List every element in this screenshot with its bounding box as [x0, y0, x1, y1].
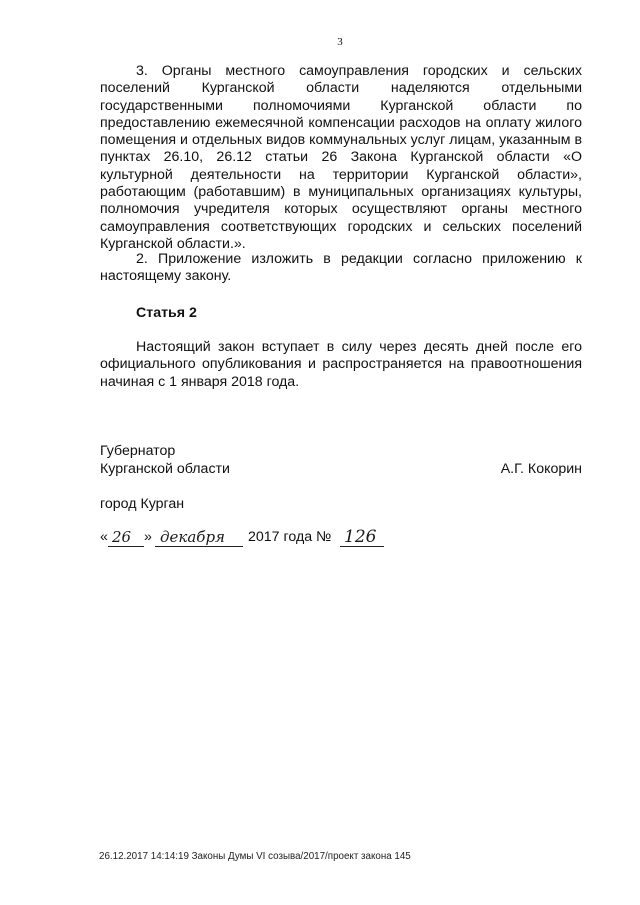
paragraph-clause-3: 3. Органы местного самоуправления городских и сельских поселений Курганской области наделяются отдельными государственными полномочиями Курганской области по предоставлению ежемесячной компенсации расходов на оплату жилого помещения и отдельных видов коммунальных услуг лицам, указанным в пунктах 26.10, 26.12 статьи 26 Закона Курганской области «О культурной деятельности на территории Курганской области», работающим (работавшим) в муниципальных организациях культуры, полномочия учредителя которых осуществляют органы местного самоуправления соответствующих городских и сельских поселений Курганской области.».: [100, 63, 582, 252]
paragraph-entry-into-force: Настоящий закон вступает в силу через десять дней после его официального опубликования и распространяется на правоотношения начиная с 1 января 2018 года.: [100, 339, 582, 390]
governor-region: Курганской области: [100, 461, 230, 477]
paragraph-amendment-2: 2. Приложение изложить в редакции согласно приложению к настоящему закону.: [100, 251, 582, 285]
date-open-quote: «: [100, 529, 108, 545]
article-heading: Статья 2: [136, 305, 197, 321]
year-and-number-label: 2017 года №: [248, 529, 332, 545]
page-number: 3: [337, 36, 343, 48]
handwritten-number: 126: [344, 527, 377, 547]
handwritten-day: 26: [112, 528, 132, 546]
handwritten-month: декабря: [160, 528, 225, 546]
governor-name: А.Г. Кокорин: [500, 461, 582, 477]
governor-title: Губернатор: [100, 443, 176, 459]
document-footer: 26.12.2017 14:14:19 Законы Думы VI созыва/2017/проект закона 145: [99, 851, 411, 862]
city-label: город Курган: [100, 496, 185, 512]
date-close-quote: »: [144, 529, 152, 545]
date-line: [100, 527, 400, 551]
